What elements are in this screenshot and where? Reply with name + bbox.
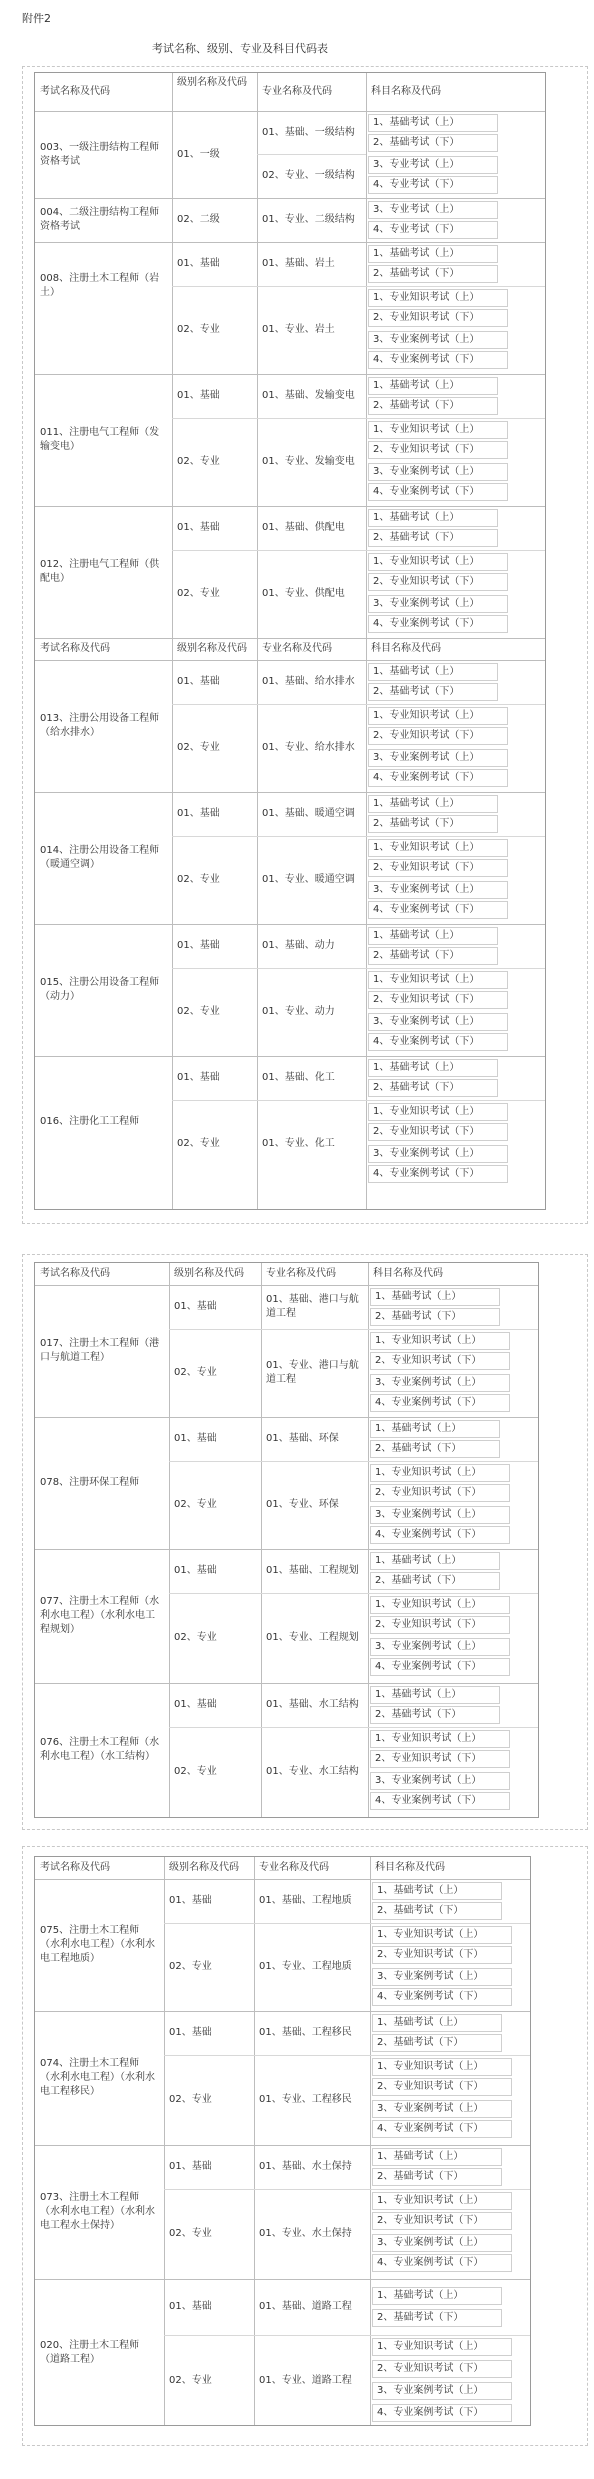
major-078-1: 01、基础、环保: [266, 1433, 339, 1444]
level-pro-077: 02、专业: [174, 1632, 217, 1643]
subject-012-2: 2、基础考试（下）: [368, 529, 498, 547]
subject-003-4: 4、专业考试（下）: [368, 176, 498, 194]
header-exam-4: 考试名称及代码: [40, 1862, 110, 1873]
major-011-2: 01、专业、发输变电: [262, 456, 355, 467]
subject-003-2: 2、基础考试（下）: [368, 134, 498, 152]
subject-014-3: 1、专业知识考试（上）: [368, 839, 508, 857]
level-pro-078: 02、专业: [174, 1499, 217, 1510]
subject-073-2: 2、基础考试（下）: [372, 2168, 502, 2186]
subject-015-6: 4、专业案例考试（下）: [368, 1033, 508, 1051]
subject-008-1: 1、基础考试（上）: [368, 245, 498, 263]
subject-074-1: 1、基础考试（上）: [372, 2014, 502, 2032]
subject-011-5: 3、专业案例考试（上）: [368, 463, 508, 481]
subject-077-5: 3、专业案例考试（上）: [370, 1638, 510, 1656]
subject-016-3: 1、专业知识考试（上）: [368, 1103, 508, 1121]
level-pro-013: 02、专业: [177, 742, 220, 753]
subject-015-1: 1、基础考试（上）: [368, 927, 498, 945]
major-013-2: 01、专业、给水排水: [262, 742, 355, 753]
major-075-1: 01、基础、工程地质: [259, 1895, 352, 1906]
major-073-2: 01、专业、水土保持: [259, 2228, 352, 2239]
subject-074-2: 2、基础考试（下）: [372, 2034, 502, 2052]
subject-011-4: 2、专业知识考试（下）: [368, 441, 508, 459]
subject-014-6: 4、专业案例考试（下）: [368, 901, 508, 919]
level-basic-013: 01、基础: [177, 676, 220, 687]
major-016-1: 01、基础、化工: [262, 1072, 335, 1083]
level-pro-008: 02、专业: [177, 324, 220, 335]
header-major: 专业名称及代码: [262, 86, 332, 97]
subject-016-2: 2、基础考试（下）: [368, 1079, 498, 1097]
subject-004-2: 4、专业考试（下）: [368, 221, 498, 239]
subject-017-6: 4、专业案例考试（下）: [370, 1394, 510, 1412]
subject-013-1: 1、基础考试（上）: [368, 663, 498, 681]
header-major-2: 专业名称及代码: [262, 643, 332, 654]
header-exam-2: 考试名称及代码: [40, 643, 110, 654]
level-basic-078: 01、基础: [174, 1433, 217, 1444]
header-subject: 科目名称及代码: [371, 86, 441, 97]
subject-076-6: 4、专业案例考试（下）: [370, 1792, 510, 1810]
subject-020-6: 4、专业案例考试（下）: [372, 2404, 512, 2422]
subject-020-1: 1、基础考试（上）: [372, 2287, 502, 2305]
level-basic-011: 01、基础: [177, 390, 220, 401]
subject-016-5: 3、专业案例考试（上）: [368, 1145, 508, 1163]
subject-017-3: 1、专业知识考试（上）: [370, 1332, 510, 1350]
major-076-1: 01、基础、水工结构: [266, 1699, 359, 1710]
subject-012-6: 4、专业案例考试（下）: [368, 615, 508, 633]
header-exam: 考试名称及代码: [40, 86, 110, 97]
subject-075-2: 2、基础考试（下）: [372, 1902, 502, 1920]
level-basic-075: 01、基础: [169, 1895, 212, 1906]
subject-014-5: 3、专业案例考试（上）: [368, 881, 508, 899]
subject-013-5: 3、专业案例考试（上）: [368, 749, 508, 767]
major-012-2: 01、专业、供配电: [262, 588, 345, 599]
level-basic-014: 01、基础: [177, 808, 220, 819]
subject-015-4: 2、专业知识考试（下）: [368, 991, 508, 1009]
exam-077: 077、注册土木工程师（水利水电工程）（水利水电工程规划）: [40, 1596, 160, 1635]
major-011-1: 01、基础、发输变电: [262, 390, 355, 401]
level-pro-017: 02、专业: [174, 1367, 217, 1378]
subject-015-5: 3、专业案例考试（上）: [368, 1013, 508, 1031]
subject-078-6: 4、专业案例考试（下）: [370, 1526, 510, 1544]
level-basic-015: 01、基础: [177, 940, 220, 951]
level-pro-075: 02、专业: [169, 1961, 212, 1972]
subject-075-5: 3、专业案例考试（上）: [372, 1968, 512, 1986]
subject-075-4: 2、专业知识考试（下）: [372, 1946, 512, 1964]
major-017-2: 01、专业、港口与航道工程: [266, 1360, 359, 1385]
subject-014-4: 2、专业知识考试（下）: [368, 859, 508, 877]
header-major-3: 专业名称及代码: [266, 1268, 336, 1279]
subject-015-3: 1、专业知识考试（上）: [368, 971, 508, 989]
subject-003-1: 1、基础考试（上）: [368, 114, 498, 132]
level-basic-017: 01、基础: [174, 1301, 217, 1312]
subject-015-2: 2、基础考试（下）: [368, 947, 498, 965]
subject-013-3: 1、专业知识考试（上）: [368, 707, 508, 725]
level-pro-014: 02、专业: [177, 874, 220, 885]
subject-074-6: 4、专业案例考试（下）: [372, 2120, 512, 2138]
subject-008-4: 2、专业知识考试（下）: [368, 309, 508, 327]
exam-008: 008、注册土木工程师（岩土）: [40, 273, 160, 298]
major-013-1: 01、基础、给水排水: [262, 676, 355, 687]
exam-078: 078、注册环保工程师: [40, 1477, 140, 1488]
subject-013-2: 2、基础考试（下）: [368, 683, 498, 701]
level-pro-015: 02、专业: [177, 1006, 220, 1017]
major-074-1: 01、基础、工程移民: [259, 2027, 352, 2038]
subject-076-1: 1、基础考试（上）: [370, 1686, 500, 1704]
subject-077-6: 4、专业案例考试（下）: [370, 1658, 510, 1676]
major-020-2: 01、专业、道路工程: [259, 2375, 352, 2386]
exam-011: 011、注册电气工程师（发输变电）: [40, 427, 160, 452]
subject-016-1: 1、基础考试（上）: [368, 1059, 498, 1077]
level-pro-073: 02、专业: [169, 2228, 212, 2239]
subject-017-2: 2、基础考试（下）: [370, 1308, 500, 1326]
exam-017: 017、注册土木工程师（港口与航道工程）: [40, 1338, 160, 1363]
subject-013-6: 4、专业案例考试（下）: [368, 769, 508, 787]
header-level: 级别名称及代码: [177, 77, 247, 88]
subject-013-4: 2、专业知识考试（下）: [368, 727, 508, 745]
major-015-1: 01、基础、动力: [262, 940, 335, 951]
code-table-3: [34, 1856, 531, 2426]
subject-076-5: 3、专业案例考试（上）: [370, 1772, 510, 1790]
level-basic-016: 01、基础: [177, 1072, 220, 1083]
subject-003-3: 3、专业考试（上）: [368, 156, 498, 174]
major-012-1: 01、基础、供配电: [262, 522, 345, 533]
subject-017-4: 2、专业知识考试（下）: [370, 1352, 510, 1370]
level-basic-012: 01、基础: [177, 522, 220, 533]
level-grade1: 01、一级: [177, 148, 220, 160]
subject-008-6: 4、专业案例考试（下）: [368, 351, 508, 369]
subject-075-3: 1、专业知识考试（上）: [372, 1926, 512, 1944]
subject-077-2: 2、基础考试（下）: [370, 1572, 500, 1590]
subject-020-2: 2、基础考试（下）: [372, 2309, 502, 2327]
subject-078-5: 3、专业案例考试（上）: [370, 1506, 510, 1524]
header-subject-4: 科目名称及代码: [375, 1862, 445, 1873]
subject-078-2: 2、基础考试（下）: [370, 1440, 500, 1458]
header-level-2: 级别名称及代码: [177, 643, 247, 654]
subject-075-6: 4、专业案例考试（下）: [372, 1988, 512, 2006]
major-014-1: 01、基础、暖通空调: [262, 808, 355, 819]
level-pro-016: 02、专业: [177, 1138, 220, 1149]
subject-008-2: 2、基础考试（下）: [368, 265, 498, 283]
major-008-2: 01、专业、岩土: [262, 324, 335, 335]
subject-073-6: 4、专业案例考试（下）: [372, 2254, 512, 2272]
exam-016: 016、注册化工工程师: [40, 1116, 140, 1127]
subject-073-1: 1、基础考试（上）: [372, 2148, 502, 2166]
major-004: 01、专业、二级结构: [262, 214, 355, 225]
major-077-1: 01、基础、工程规划: [266, 1565, 359, 1576]
subject-073-3: 1、专业知识考试（上）: [372, 2192, 512, 2210]
subject-011-3: 1、专业知识考试（上）: [368, 421, 508, 439]
major-008-1: 01、基础、岩土: [262, 258, 335, 269]
major-016-2: 01、专业、化工: [262, 1138, 335, 1149]
subject-017-5: 3、专业案例考试（上）: [370, 1374, 510, 1392]
header-level-4: 级别名称及代码: [169, 1862, 239, 1873]
subject-076-2: 2、基础考试（下）: [370, 1706, 500, 1724]
header-exam-3: 考试名称及代码: [40, 1268, 110, 1279]
subject-016-4: 2、专业知识考试（下）: [368, 1123, 508, 1141]
major-015-2: 01、专业、动力: [262, 1006, 335, 1017]
subject-077-1: 1、基础考试（上）: [370, 1552, 500, 1570]
exam-076: 076、注册土木工程师（水利水电工程）（水工结构）: [40, 1737, 160, 1762]
subject-074-3: 1、专业知识考试（上）: [372, 2058, 512, 2076]
subject-004-1: 3、专业考试（上）: [368, 201, 498, 219]
level-grade2: 02、二级: [177, 214, 220, 225]
major-073-1: 01、基础、水土保持: [259, 2161, 352, 2172]
major-014-2: 01、专业、暖通空调: [262, 874, 355, 885]
level-pro-074: 02、专业: [169, 2094, 212, 2105]
subject-077-3: 1、专业知识考试（上）: [370, 1596, 510, 1614]
level-pro-020: 02、专业: [169, 2375, 212, 2386]
major-003-1: 01、基础、一级结构: [262, 126, 355, 138]
subject-017-1: 1、基础考试（上）: [370, 1288, 500, 1306]
header-subject-2: 科目名称及代码: [371, 643, 441, 654]
subject-078-4: 2、专业知识考试（下）: [370, 1484, 510, 1502]
level-pro-012: 02、专业: [177, 588, 220, 599]
major-076-2: 01、专业、水工结构: [266, 1766, 359, 1777]
subject-014-1: 1、基础考试（上）: [368, 795, 498, 813]
code-table-1: [34, 72, 546, 1210]
exam-004: 004、二级注册结构工程师资格考试: [40, 207, 160, 232]
major-020-1: 01、基础、道路工程: [259, 2301, 352, 2312]
exam-014: 014、注册公用设备工程师（暖通空调）: [40, 845, 160, 870]
exam-075: 075、注册土木工程师（水利水电工程）（水利水电工程地质）: [40, 1925, 155, 1964]
subject-011-6: 4、专业案例考试（下）: [368, 483, 508, 501]
level-basic-073: 01、基础: [169, 2161, 212, 2172]
major-074-2: 01、专业、工程移民: [259, 2094, 352, 2105]
level-pro-076: 02、专业: [174, 1766, 217, 1777]
subject-020-5: 3、专业案例考试（上）: [372, 2382, 512, 2400]
subject-074-5: 3、专业案例考试（上）: [372, 2100, 512, 2118]
major-075-2: 01、专业、工程地质: [259, 1961, 352, 1972]
subject-012-1: 1、基础考试（上）: [368, 509, 498, 527]
subject-074-4: 2、专业知识考试（下）: [372, 2078, 512, 2096]
subject-020-4: 2、专业知识考试（下）: [372, 2360, 512, 2378]
header-level-3: 级别名称及代码: [174, 1268, 244, 1279]
document-title: 考试名称、级别、专业及科目代码表: [152, 42, 328, 55]
subject-012-4: 2、专业知识考试（下）: [368, 573, 508, 591]
level-basic-077: 01、基础: [174, 1565, 217, 1576]
subject-020-3: 1、专业知识考试（上）: [372, 2338, 512, 2356]
level-basic-020: 01、基础: [169, 2301, 212, 2312]
subject-075-1: 1、基础考试（上）: [372, 1882, 502, 1900]
subject-016-6: 4、专业案例考试（下）: [368, 1165, 508, 1183]
subject-008-5: 3、专业案例考试（上）: [368, 331, 508, 349]
subject-014-2: 2、基础考试（下）: [368, 815, 498, 833]
subject-011-1: 1、基础考试（上）: [368, 377, 498, 395]
subject-076-3: 1、专业知识考试（上）: [370, 1730, 510, 1748]
major-003-2: 02、专业、一级结构: [262, 170, 355, 181]
subject-077-4: 2、专业知识考试（下）: [370, 1616, 510, 1634]
code-table-2: [34, 1262, 539, 1818]
subject-012-5: 3、专业案例考试（上）: [368, 595, 508, 613]
level-basic-008: 01、基础: [177, 258, 220, 269]
header-subject-3: 科目名称及代码: [373, 1268, 443, 1279]
subject-076-4: 2、专业知识考试（下）: [370, 1750, 510, 1768]
level-pro-011: 02、专业: [177, 456, 220, 467]
major-078-2: 01、专业、环保: [266, 1499, 339, 1510]
level-basic-074: 01、基础: [169, 2027, 212, 2038]
subject-011-2: 2、基础考试（下）: [368, 397, 498, 415]
exam-073: 073、注册土木工程师（水利水电工程）（水利水电工程水土保持）: [40, 2192, 155, 2231]
major-017-1: 01、基础、港口与航道工程: [266, 1294, 359, 1319]
subject-012-3: 1、专业知识考试（上）: [368, 553, 508, 571]
level-basic-076: 01、基础: [174, 1699, 217, 1710]
exam-012: 012、注册电气工程师（供配电）: [40, 559, 160, 584]
exam-074: 074、注册土木工程师（水利水电工程）（水利水电工程移民）: [40, 2058, 155, 2097]
exam-020: 020、注册土木工程师（道路工程）: [40, 2340, 140, 2365]
subject-078-1: 1、基础考试（上）: [370, 1420, 500, 1438]
exam-013: 013、注册公用设备工程师（给水排水）: [40, 713, 160, 738]
subject-073-5: 3、专业案例考试（上）: [372, 2234, 512, 2252]
subject-008-3: 1、专业知识考试（上）: [368, 289, 508, 307]
subject-073-4: 2、专业知识考试（下）: [372, 2212, 512, 2230]
exam-015: 015、注册公用设备工程师（动力）: [40, 977, 160, 1002]
major-077-2: 01、专业、工程规划: [266, 1632, 359, 1643]
header-major-4: 专业名称及代码: [259, 1862, 329, 1873]
exam-003: 003、一级注册结构工程师资格考试: [40, 141, 160, 167]
attachment-label: 附件2: [22, 12, 51, 25]
subject-078-3: 1、专业知识考试（上）: [370, 1464, 510, 1482]
